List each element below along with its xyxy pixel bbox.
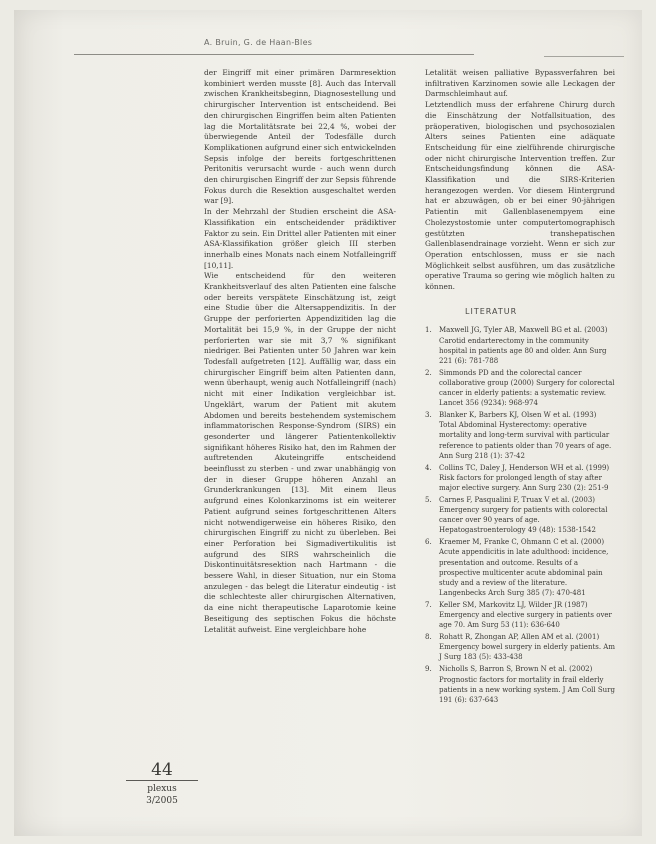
header-rule [74,54,474,55]
reference-number: 8. [425,633,432,642]
reference-item [425,325,615,365]
reference-text: Maxwell JG, Tyler AB, Maxwell BG et al. (2003) Carotid endarterectomy in the community hospital in patients age 80 and older. Ann Surg 221 (6): 781-788 [439,326,608,365]
body-paragraph: Wie entscheidend für den weiteren Krankheitsverlauf des alten Patienten eine falsche oder bereits verspätete Einschätzung ist, zeigt eine Studie über die Altersappendizitis. In der Gruppe der perforierten Appendizitiden lag die Mortalität bei 15,9 %, in der Gruppe der nicht perforierten war sie mit 3,7 % signifikant niedriger. Bei Patienten unter 50 Jahren war kein Todesfall aufgetreten [12]. Auffällig war, dass ein chirurgischer Eingriff beim alten Patienten dann, wenn überhaupt, wenig auch Notfalleingriff (nach) nicht mit einer Indikation vergleichbar ist. Ungeklärt, warum der Patient mit akutem Abdomen und bereits bestehendem systemischem inflammatorischen Response-Syndrom (SIRS) ein gesonderter und längerer Patientenkollektiv signifikant höheres Risiko hat, den im Rahmen der auftretenden Akuteingriffe entscheidend beeinflusst zu sterben - und zwar unabhängig von der in dieser Gruppe höheren Anzahl an Grunderkrankungen [13]. Mit einem Ileus aufgrund eines Kolonkarzinoms ist ein weiterer Patient aufgrund seines fortgeschrittenen Alters nicht notwendigerweise ein höheres Risiko, den chirurgischen Eingriff zu nicht zu überleben. Bei einer Perforation bei Sigmadivertikulitis ist aufgrund des SIRS wahrscheinlich die Diskontinuitätsresektion nach Hartmann - die bessere Wahl, in dieser Situation, nur ein Stoma anzulegen - das belegt die Literatur eindeutig - ist die schlechteste aller chirurgischen Alternativen, da eine nicht therapeutische Laparotomie keine Beseitigung des septischen Fokus die höchste Letalität aufweist. Eine vergleichbare hohe [204,271,396,634]
body-paragraph: der Eingriff mit einer primären Darmresektion kombiniert werden musste [8]. Auch das Intervall zwischen Krankheitsbeginn, Diagnosestellung und chirurgischer Intervention ist entscheidend. Bei den chirurgischen Eingriffen beim alten Patienten lag die Mortalitätsrate bei 22,4 %, wobei der überwiegende Anteil der Todesfälle durch Komplikationen aufgrund einer sich entwickelnden Sepsis infolge der bereits fortgeschrittenen Peritonitis verursacht wurde - auch wenn durch den chirurgischen Eingriff der zur Sepsis führende Fokus durch die Resektion ausgeschaltet werden war [9]. [204,68,396,206]
reference-number: 6. [425,538,432,547]
document-page [14,10,642,836]
reference-number: 7. [425,600,432,609]
reference-text: Simmonds PD and the colorectal cancer collaborative group (2000) Surgery for colorectal cancer in elderly patients: a systematic review. Lancet 356 (9234): 968-974 [439,368,615,408]
reference-item [425,463,615,493]
reference-item [425,537,615,598]
left-column [204,68,396,635]
reference-text: Carnes F, Pasqualini F, Truax V et al. (2003) Emergency surgery for patients with colorectal cancer over 90 years of age. Hepatogastroenterology 49 (48): 1538-1542 [439,495,608,535]
footer-rule [126,780,198,781]
body-paragraph: In der Mehrzahl der Studien erscheint die ASA-Klassifikation ein entscheidender prädiktiver Faktor zu sein. Ein Drittel aller Patienten mit einer ASA-Klassifikation größer gleich III sterben innerhalb eines Monats nach einem Notfalleingriff [10,11]. [204,207,396,270]
header-rule-right [544,56,624,57]
reference-text: Rohatt R, Zhongan AP, Allen AM et al. (2001) Emergency bowel surgery in elderly patients. Am J Surg 183 (5): 433-438 [439,633,616,662]
reference-number: 3. [425,411,432,420]
page-number: 44 [151,760,173,780]
body-paragraph: Letztendlich muss der erfahrene Chirurg durch die Einschätzung der Notfallsituation, des präoperativen, biologischen und psychosozialen Alters seines Patienten eine adäquate Entscheidung für eine zielführende chirurgische oder nicht chirurgische Intervention treffen. Zur Entscheidungsfindung können die ASA-Klassifikation und die SIRS-Kriterien herangezogen werden. Vor diesem Hintergrund hat er abzuwägen, ob er bei einer 90-jährigen Patientin mit Gallenblasenempyem eine Cholezystostomie unter computertomographisch gestützten transhepatischen Gallenblasendrainage vorzieht. Wenn er sich zur Operation entschlossen, muss er sie nach Möglichkeit selbst ausführen, um das zusätzliche operative Trauma so gering wie möglich halten zu können. [425,100,615,292]
reference-text: Nicholls S, Barron S, Brown N et al. (2002) Prognostic factors for mortality in frail elderly patients in a new working system. J Am Coll Surg 191 (6): 637-643 [439,665,616,704]
reference-text: Collins TC, Daley J, Henderson WH et al. (1999) Risk factors for prolonged length of stay after major elective surgery. Ann Surg 230 (2): 251-9 [439,463,610,492]
reference-item [425,632,615,662]
running-head: A. Bruin, G. de Haan-Bles [204,38,313,47]
reference-text: Blanker K, Barbers KJ, Olsen W et al. (1993) Total Abdominal Hysterectomy: operative mortality and long-term survival with particular reference to patients older than 70 years of age. Ann Surg 218 (1): 37-42 [439,411,612,460]
reference-item [425,600,615,630]
right-column [425,68,615,707]
reference-text: Kraemer M, Franke C, Ohmann C et al. (2000) Acute appendicitis in late adulthood: incidence, presentation and outcome. Results of a prospective multicenter acute abdominal pain study and a review of the literature. Langenbecks Arch Surg 385 (7): 470-481 [439,538,609,597]
reference-item [425,368,615,408]
reference-list [425,325,615,704]
body-paragraph: Letalität weisen palliative Bypassverfahren bei infiltrativen Karzinomen sowie alle Leckagen der Darmschleimhaut auf. [425,68,615,99]
reference-item [425,495,615,535]
reference-number: 5. [425,495,432,504]
reference-number: 4. [425,463,432,472]
reference-number: 9. [425,665,432,674]
reference-text: Keller SM, Markovitz LJ, Wilder JR (1987) Emergency and elective surgery in patients over age 70. Am Surg 53 (11): 636-640 [439,600,612,630]
issue-number: 3/2005 [146,796,178,806]
reference-item [425,664,615,704]
reference-item [425,410,615,460]
journal-name: plexus [147,784,177,794]
literature-heading: LITERATUR [465,306,518,316]
reference-number: 2. [425,368,432,377]
reference-number: 1. [425,326,432,335]
